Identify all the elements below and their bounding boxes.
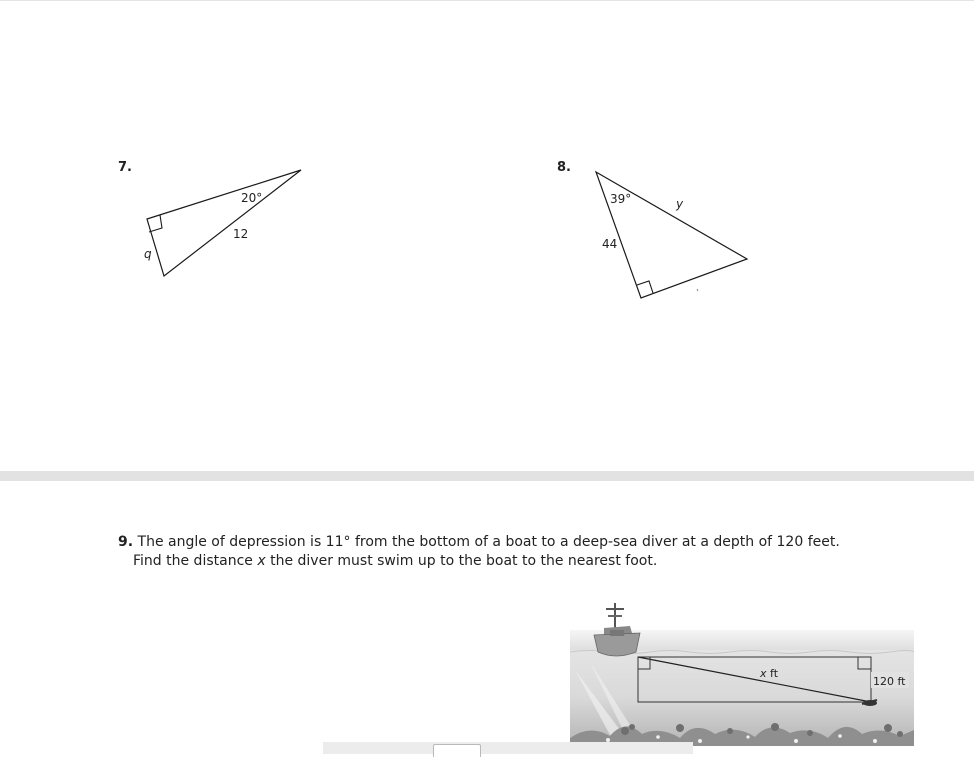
section-divider (0, 471, 974, 481)
hypotenuse-label-y: y (676, 197, 684, 211)
top-border (0, 0, 974, 1)
problem-8-triangle (590, 165, 760, 305)
angle-label-20: 20° (241, 191, 263, 205)
question-9-line2-start: Find the distance (133, 553, 258, 569)
bottom-scrollbar-track (323, 742, 693, 754)
hypotenuse-label-12: 12 (233, 227, 249, 241)
ocean-scene-figure (570, 600, 916, 748)
hypotenuse-label (759, 667, 779, 680)
right-angle-marker (637, 281, 653, 293)
side-label-q: q (144, 247, 152, 261)
question-9-number: 9. (118, 534, 134, 550)
problem-7-triangle (135, 160, 315, 285)
tick-mark (697, 289, 698, 291)
angle-label-39: 39° (610, 192, 632, 206)
depth-label: 120 ft (873, 675, 906, 688)
question-9-text (118, 533, 840, 571)
problem-7-number: 7. (118, 160, 132, 175)
hypotenuse-label-variable: x (760, 667, 767, 680)
question-9-line1 (118, 533, 840, 552)
triangle-7-shape (147, 170, 301, 276)
triangle-8-shape (596, 172, 747, 298)
hypotenuse-label-unit: ft (766, 667, 779, 680)
question-9-line2-end: the diver must swim up to the boat to the nearest foot. (265, 553, 658, 569)
bottom-tab-handle[interactable] (433, 744, 481, 757)
boat-icon (594, 603, 640, 656)
question-9-line2 (118, 552, 840, 571)
question-9-statement: The angle of depression is 11° from the bottom of a boat to a deep-sea diver at a depth of 120 feet. (133, 534, 840, 550)
question-9-variable: x (257, 553, 266, 569)
problem-8-number: 8. (557, 160, 571, 175)
adjacent-label-44: 44 (602, 237, 618, 251)
